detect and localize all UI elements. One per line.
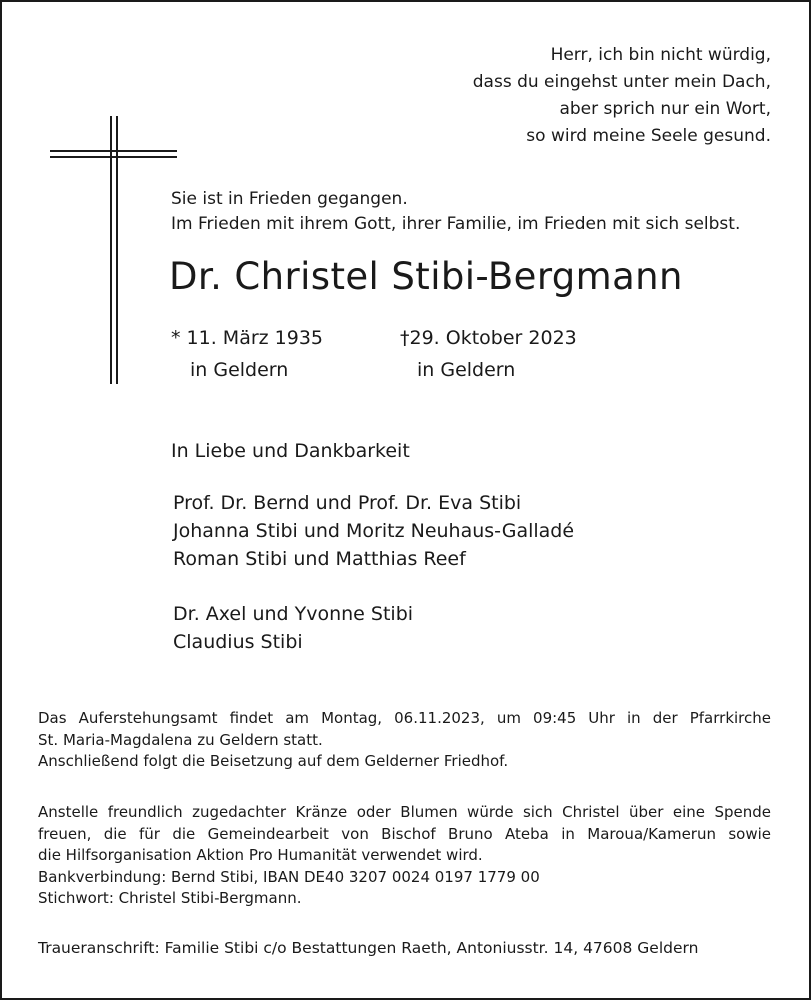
donation-info-line: freuen, die für die Gemeindearbeit von Bischof Bruno Ateba in Maroua/Kamerun sowie — [38, 824, 771, 843]
mourner-line: Prof. Dr. Bernd und Prof. Dr. Eva Stibi — [173, 492, 522, 514]
donation-info — [38, 802, 771, 910]
birth-place: in Geldern — [190, 359, 289, 381]
intro-line: Sie ist in Frieden gegangen. — [171, 189, 408, 209]
mourner-line: Roman Stibi und Matthias Reef — [173, 548, 466, 570]
mourner-line: Johanna Stibi und Moritz Neuhaus-Galladé — [173, 520, 575, 542]
verse-line: so wird meine Seele gesund. — [526, 126, 771, 146]
mourners-group-1 — [173, 489, 574, 573]
service-info-line: Anschließend folgt die Beisetzung auf dem Gelderner Friedhof. — [38, 752, 509, 770]
intro-text — [171, 187, 740, 237]
donation-keyword: Stichwort: Christel Stibi-Bergmann. — [38, 889, 302, 907]
cross-horizontal-line — [50, 156, 177, 158]
intro-line: Im Frieden mit ihrem Gott, ihrer Familie, im Frieden mit sich selbst. — [171, 214, 741, 234]
mourners-group-2 — [173, 600, 413, 656]
deceased-name: Dr. Christel Stibi-Bergmann — [169, 255, 683, 298]
donation-info-line: Anstelle freundlich zugedachter Kränze oder Blumen würde sich Christel über eine Spende — [38, 803, 771, 821]
bible-verse — [473, 42, 771, 150]
death-info — [400, 322, 577, 386]
death-place: in Geldern — [417, 359, 516, 381]
service-info-line: St. Maria-Magdalena zu Geldern statt. — [38, 730, 323, 749]
donation-info-line: die Hilfsorganisation Aktion Pro Humanität verwendet wird. — [38, 846, 483, 864]
bank-details: Bankverbindung: Bernd Stibi, IBAN DE40 3207 0024 0197 1779 00 — [38, 867, 540, 886]
verse-line: Herr, ich bin nicht würdig, — [550, 45, 771, 65]
verse-line: dass du eingehst unter mein Dach, — [472, 72, 771, 92]
birth-info — [171, 322, 323, 386]
service-info-line: Das Auferstehungsamt findet am Montag, 06.11.2023, um 09:45 Uhr in der Pfarrkirche — [38, 709, 771, 727]
death-date: †29. Oktober 2023 — [400, 327, 577, 349]
greeting: In Liebe und Dankbarkeit — [171, 440, 410, 462]
mourning-address: Traueranschrift: Familie Stibi c/o Bestattungen Raeth, Antoniusstr. 14, 47608 Geldern — [38, 939, 699, 957]
cross-icon — [50, 116, 180, 386]
mourner-line: Dr. Axel und Yvonne Stibi — [173, 603, 414, 625]
mourner-line: Claudius Stibi — [173, 631, 303, 653]
cross-horizontal-line — [50, 150, 177, 152]
service-info — [38, 708, 771, 773]
birth-date: * 11. März 1935 — [171, 327, 324, 349]
verse-line: aber sprich nur ein Wort, — [559, 99, 771, 119]
